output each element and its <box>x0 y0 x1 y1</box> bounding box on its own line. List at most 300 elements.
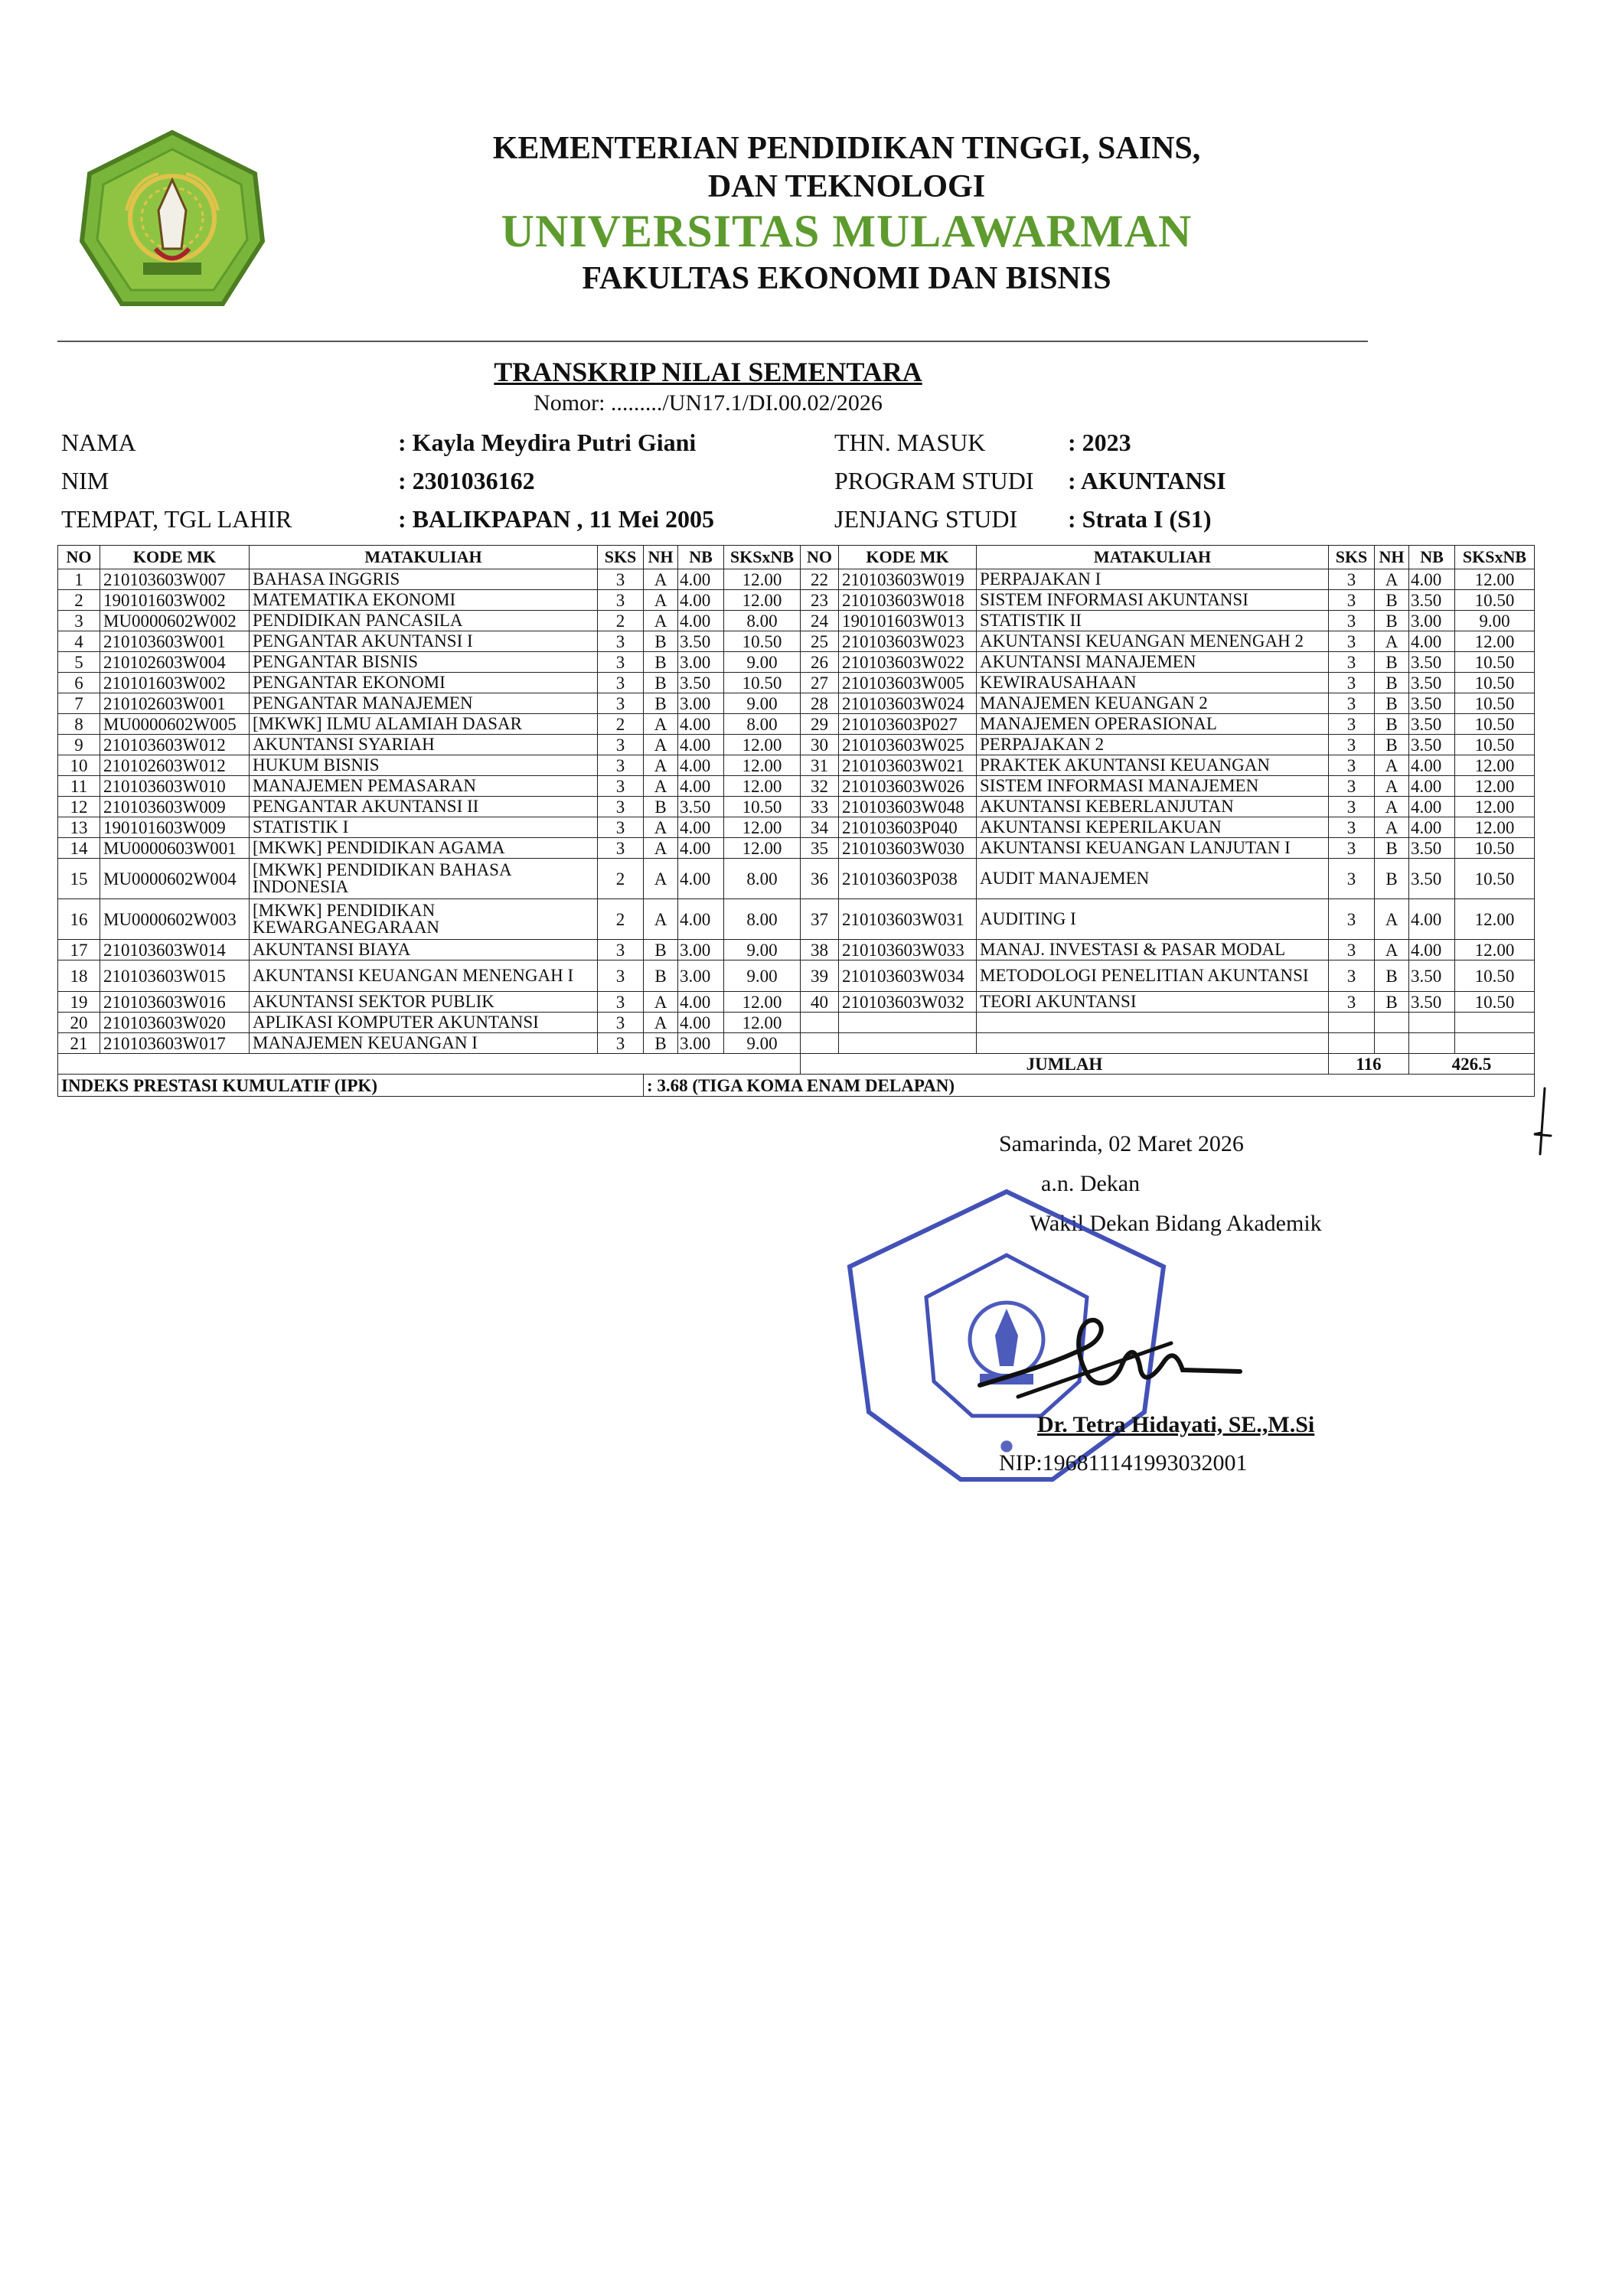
table-row <box>58 611 1535 631</box>
cell-code: 210103603W014 <box>100 940 250 960</box>
cell-nb: 4.00 <box>1409 940 1455 960</box>
cell-course: AKUNTANSI BIAYA <box>250 940 598 960</box>
cell-nb: 3.50 <box>1409 992 1455 1013</box>
header-code: KODE MK <box>839 546 977 569</box>
cell-sxn: 12.00 <box>724 817 801 838</box>
cell-no: 29 <box>801 714 839 735</box>
header-course: MATAKULIAH <box>977 546 1329 569</box>
cell-sks: 3 <box>598 569 644 590</box>
cell-no: 23 <box>801 590 839 611</box>
empty-cell <box>1455 1013 1535 1033</box>
cell-no: 19 <box>58 992 100 1013</box>
cell-sks: 2 <box>598 859 644 899</box>
cell-no: 24 <box>801 611 839 631</box>
cell-nh: A <box>644 755 678 776</box>
cell-code: 210103603W005 <box>839 673 977 693</box>
cell-nh: A <box>644 735 678 755</box>
cell-code: 190101603W013 <box>839 611 977 631</box>
cell-sks: 3 <box>1329 590 1375 611</box>
cell-nh: A <box>644 838 678 859</box>
empty-cell <box>801 1033 839 1054</box>
cell-nb: 4.00 <box>1409 631 1455 652</box>
cell-course: HUKUM BISNIS <box>250 755 598 776</box>
cell-nb: 4.00 <box>678 776 724 797</box>
cell-course: [MKWK] PENDIDIKAN BAHASA INDONESIA <box>250 859 598 899</box>
cell-code: 210103603P038 <box>839 859 977 899</box>
cell-no: 17 <box>58 940 100 960</box>
cell-nb: 3.50 <box>1409 673 1455 693</box>
header-nh: NH <box>644 546 678 569</box>
cell-course: APLIKASI KOMPUTER AKUNTANSI <box>250 1013 598 1033</box>
cell-course: MANAJ. INVESTASI & PASAR MODAL <box>977 940 1329 960</box>
cell-nh: A <box>644 817 678 838</box>
cell-sxn: 12.00 <box>1455 569 1535 590</box>
cell-sks: 3 <box>1329 693 1375 714</box>
cell-code: 210103603W048 <box>839 797 977 817</box>
cell-no: 2 <box>58 590 100 611</box>
cell-nh: A <box>1375 899 1409 940</box>
cell-no: 34 <box>801 817 839 838</box>
cell-sks: 3 <box>598 797 644 817</box>
cell-no: 31 <box>801 755 839 776</box>
table-row <box>58 755 1535 776</box>
cell-nh: A <box>1375 776 1409 797</box>
handwritten-signature <box>972 1301 1248 1408</box>
header-nb: NB <box>678 546 724 569</box>
cell-nh: A <box>644 714 678 735</box>
cell-course: PERPAJAKAN 2 <box>977 735 1329 755</box>
cell-sxn: 9.00 <box>1455 611 1535 631</box>
header-no: NO <box>58 546 100 569</box>
cell-sxn: 10.50 <box>1455 960 1535 992</box>
cell-sks: 2 <box>598 611 644 631</box>
ipk-value: : 3.68 (TIGA KOMA ENAM DELAPAN) <box>644 1075 1535 1097</box>
cell-code: MU0000602W004 <box>100 859 250 899</box>
cell-nb: 4.00 <box>1409 899 1455 940</box>
cell-nb: 3.00 <box>1409 611 1455 631</box>
cell-sxn: 9.00 <box>724 652 801 673</box>
table-row <box>58 693 1535 714</box>
cell-no: 12 <box>58 797 100 817</box>
cell-code: 210103603W033 <box>839 940 977 960</box>
table-row <box>58 776 1535 797</box>
cell-code: 210102603W004 <box>100 652 250 673</box>
cell-nh: B <box>1375 714 1409 735</box>
cell-code: MU0000602W005 <box>100 714 250 735</box>
cell-code: 210103603W023 <box>839 631 977 652</box>
cell-no: 20 <box>58 1013 100 1033</box>
cell-no: 11 <box>58 776 100 797</box>
cell-sks: 3 <box>598 992 644 1013</box>
cell-course: AKUNTANSI SYARIAH <box>250 735 598 755</box>
cell-no: 7 <box>58 693 100 714</box>
cell-course: [MKWK] ILMU ALAMIAH DASAR <box>250 714 598 735</box>
margin-pen-mark <box>1531 1087 1554 1156</box>
total-row <box>58 1054 1535 1075</box>
table-row <box>58 714 1535 735</box>
cell-sks: 3 <box>1329 776 1375 797</box>
cell-sxn: 12.00 <box>724 776 801 797</box>
cell-course: AKUNTANSI KEUANGAN LANJUTAN I <box>977 838 1329 859</box>
cell-sxn: 8.00 <box>724 859 801 899</box>
cell-course: AKUNTANSI KEUANGAN MENENGAH I <box>250 960 598 992</box>
cell-nh: B <box>1375 673 1409 693</box>
cell-nb: 4.00 <box>1409 776 1455 797</box>
cell-sks: 3 <box>598 693 644 714</box>
cell-course: METODOLOGI PENELITIAN AKUNTANSI <box>977 960 1329 992</box>
cell-course: AUDIT MANAJEMEN <box>977 859 1329 899</box>
ministry-name-line2: DAN TEKNOLOGI <box>707 169 986 204</box>
table-row <box>58 1033 1535 1054</box>
cell-sks: 3 <box>1329 899 1375 940</box>
cell-course: PENDIDIKAN PANCASILA <box>250 611 598 631</box>
signatory-name: Dr. Tetra Hidayati, SE.,M.Si <box>1037 1412 1315 1437</box>
cell-nh: A <box>644 569 678 590</box>
cell-sxn: 12.00 <box>724 992 801 1013</box>
cell-nb: 3.00 <box>678 960 724 992</box>
cell-sks: 3 <box>1329 817 1375 838</box>
cell-no: 9 <box>58 735 100 755</box>
cell-nh: A <box>1375 817 1409 838</box>
cell-nh: A <box>644 899 678 940</box>
cell-course: [MKWK] PENDIDIKAN AGAMA <box>250 838 598 859</box>
cell-no: 14 <box>58 838 100 859</box>
cell-nh: B <box>1375 590 1409 611</box>
total-label: JUMLAH <box>801 1054 1329 1075</box>
cell-nh: B <box>1375 838 1409 859</box>
cell-course: AUDITING I <box>977 899 1329 940</box>
ministry-name-line1: KEMENTERIAN PENDIDIKAN TINGGI, SAINS, <box>492 131 1201 166</box>
cell-code: 210102603W012 <box>100 755 250 776</box>
cell-sxn: 8.00 <box>724 899 801 940</box>
cell-sxn: 9.00 <box>724 1033 801 1054</box>
cell-sks: 2 <box>598 899 644 940</box>
cell-nh: A <box>1375 569 1409 590</box>
cell-nb: 3.50 <box>1409 859 1455 899</box>
cell-course: TEORI AKUNTANSI <box>977 992 1329 1013</box>
cell-course: BAHASA INGGRIS <box>250 569 598 590</box>
cell-course: AKUNTANSI SEKTOR PUBLIK <box>250 992 598 1013</box>
cell-no: 25 <box>801 631 839 652</box>
table-row <box>58 797 1535 817</box>
cell-code: 210103603W009 <box>100 797 250 817</box>
cell-no: 18 <box>58 960 100 992</box>
cell-no: 27 <box>801 673 839 693</box>
cell-sxn: 10.50 <box>1455 652 1535 673</box>
header-nh: NH <box>1375 546 1409 569</box>
birth-value: : BALIKPAPAN , 11 Mei 2005 <box>398 505 714 533</box>
cell-sks: 2 <box>598 714 644 735</box>
cell-nh: A <box>1375 797 1409 817</box>
cell-sxn: 12.00 <box>1455 817 1535 838</box>
table-row <box>58 899 1535 940</box>
cell-no: 8 <box>58 714 100 735</box>
cell-sxn: 9.00 <box>724 693 801 714</box>
cell-course: AKUNTANSI KEPERILAKUAN <box>977 817 1329 838</box>
cell-sxn: 10.50 <box>1455 714 1535 735</box>
cell-code: 210103603W015 <box>100 960 250 992</box>
level-label: JENJANG STUDI <box>834 505 1018 533</box>
transcript-table <box>57 545 1535 1097</box>
faculty-name: FAKULTAS EKONOMI DAN BISNIS <box>582 261 1111 296</box>
cell-code: 210103603W022 <box>839 652 977 673</box>
cell-sxn: 10.50 <box>1455 735 1535 755</box>
cell-no: 15 <box>58 859 100 899</box>
cell-sks: 3 <box>1329 797 1375 817</box>
cell-code: 210103603W030 <box>839 838 977 859</box>
table-row <box>58 735 1535 755</box>
university-name: UNIVERSITAS MULAWARMAN <box>501 206 1193 256</box>
cell-sks: 3 <box>1329 569 1375 590</box>
cell-nb: 4.00 <box>1409 755 1455 776</box>
header-code: KODE MK <box>100 546 250 569</box>
cell-sxn: 12.00 <box>1455 940 1535 960</box>
total-sks: 116 <box>1329 1054 1409 1075</box>
cell-nb: 4.00 <box>678 1013 724 1033</box>
cell-course: PRAKTEK AKUNTANSI KEUANGAN <box>977 755 1329 776</box>
cell-sks: 3 <box>598 960 644 992</box>
empty-cell <box>839 1013 977 1033</box>
cell-sks: 3 <box>598 673 644 693</box>
cell-no: 4 <box>58 631 100 652</box>
document-number: Nomor: ........./UN17.1/DI.00.02/2026 <box>534 390 883 416</box>
cell-nh: B <box>644 693 678 714</box>
cell-nh: A <box>644 590 678 611</box>
document-title: TRANSKRIP NILAI SEMENTARA <box>494 357 922 387</box>
header-nb: NB <box>1409 546 1455 569</box>
header-course: MATAKULIAH <box>250 546 598 569</box>
cell-sxn: 10.50 <box>1455 859 1535 899</box>
header-divider <box>57 341 1368 342</box>
cell-sks: 3 <box>1329 960 1375 992</box>
header-sks: SKS <box>598 546 644 569</box>
cell-nb: 3.50 <box>678 631 724 652</box>
cell-sks: 3 <box>1329 755 1375 776</box>
cell-course: AKUNTANSI KEUANGAN MENENGAH 2 <box>977 631 1329 652</box>
cell-sks: 3 <box>1329 611 1375 631</box>
cell-sks: 3 <box>1329 735 1375 755</box>
cell-course: KEWIRAUSAHAAN <box>977 673 1329 693</box>
empty-cell <box>801 1013 839 1033</box>
cell-nb: 4.00 <box>678 611 724 631</box>
cell-no: 35 <box>801 838 839 859</box>
cell-sxn: 9.00 <box>724 960 801 992</box>
cell-nh: B <box>1375 859 1409 899</box>
cell-nb: 4.00 <box>678 859 724 899</box>
nim-value: : 2301036162 <box>398 467 535 494</box>
cell-sxn: 9.00 <box>724 940 801 960</box>
cell-code: 210103603W020 <box>100 1013 250 1033</box>
cell-code: 210102603W001 <box>100 693 250 714</box>
cell-nb: 3.50 <box>1409 693 1455 714</box>
cell-course: STATISTIK I <box>250 817 598 838</box>
cell-course: STATISTIK II <box>977 611 1329 631</box>
signature-place-date: Samarinda, 02 Maret 2026 <box>999 1131 1244 1156</box>
cell-nh: A <box>644 992 678 1013</box>
cell-course: PENGANTAR MANAJEMEN <box>250 693 598 714</box>
cell-nb: 3.50 <box>678 673 724 693</box>
empty-cell <box>1329 1013 1375 1033</box>
cell-code: 190101603W009 <box>100 817 250 838</box>
empty-cell <box>1409 1013 1455 1033</box>
ipk-row <box>58 1075 1535 1097</box>
cell-nh: A <box>644 1013 678 1033</box>
table-row <box>58 992 1535 1013</box>
empty-cell <box>977 1033 1329 1054</box>
cell-course: AKUNTANSI KEBERLANJUTAN <box>977 797 1329 817</box>
cell-nh: B <box>644 1033 678 1054</box>
cell-nb: 4.00 <box>678 817 724 838</box>
cell-no: 39 <box>801 960 839 992</box>
cell-no: 28 <box>801 693 839 714</box>
header-sksxnb: SKSxNB <box>724 546 801 569</box>
cell-nb: 4.00 <box>678 838 724 859</box>
cell-code: 210103603W034 <box>839 960 977 992</box>
header-sks: SKS <box>1329 546 1375 569</box>
cell-sks: 3 <box>598 776 644 797</box>
cell-sxn: 12.00 <box>724 1013 801 1033</box>
empty-cell <box>839 1033 977 1054</box>
cell-code: 210103603W019 <box>839 569 977 590</box>
cell-course: AKUNTANSI MANAJEMEN <box>977 652 1329 673</box>
cell-nb: 3.50 <box>1409 590 1455 611</box>
cell-sks: 3 <box>1329 673 1375 693</box>
cell-sxn: 10.50 <box>1455 590 1535 611</box>
entry-year-label: THN. MASUK <box>834 429 986 456</box>
cell-nb: 4.00 <box>1409 797 1455 817</box>
cell-nh: B <box>1375 611 1409 631</box>
cell-code: 190101603W002 <box>100 590 250 611</box>
name-label: NAMA <box>61 429 136 456</box>
cell-sks: 3 <box>598 652 644 673</box>
cell-code: 210103603W016 <box>100 992 250 1013</box>
nim-label: NIM <box>61 467 109 494</box>
svg-text:●: ● <box>1000 1436 1013 1454</box>
cell-sks: 3 <box>1329 992 1375 1013</box>
empty-cell <box>977 1013 1329 1033</box>
cell-course: SISTEM INFORMASI AKUNTANSI <box>977 590 1329 611</box>
cell-sks: 3 <box>1329 714 1375 735</box>
cell-sxn: 12.00 <box>1455 899 1535 940</box>
cell-no: 16 <box>58 899 100 940</box>
cell-nh: B <box>1375 992 1409 1013</box>
cell-course: MANAJEMEN OPERASIONAL <box>977 714 1329 735</box>
header-sksxnb: SKSxNB <box>1455 546 1535 569</box>
cell-sxn: 12.00 <box>1455 797 1535 817</box>
cell-nh: B <box>644 940 678 960</box>
empty-cell <box>1409 1033 1455 1054</box>
cell-sxn: 10.50 <box>1455 838 1535 859</box>
cell-code: MU0000603W001 <box>100 838 250 859</box>
cell-nb: 3.00 <box>678 693 724 714</box>
cell-nh: B <box>644 960 678 992</box>
cell-code: 210103603W007 <box>100 569 250 590</box>
cell-nb: 3.00 <box>678 1033 724 1054</box>
cell-sxn: 12.00 <box>724 755 801 776</box>
cell-nb: 3.50 <box>678 797 724 817</box>
empty-cell <box>1329 1033 1375 1054</box>
cell-nh: B <box>644 652 678 673</box>
cell-nh: B <box>1375 693 1409 714</box>
table-row <box>58 590 1535 611</box>
cell-sxn: 12.00 <box>1455 776 1535 797</box>
cell-sxn: 12.00 <box>724 838 801 859</box>
cell-nb: 4.00 <box>678 569 724 590</box>
cell-code: 210103603W025 <box>839 735 977 755</box>
table-row <box>58 859 1535 899</box>
table-row <box>58 569 1535 590</box>
cell-nb: 4.00 <box>1409 817 1455 838</box>
entry-year-value: : 2023 <box>1068 429 1131 456</box>
cell-no: 3 <box>58 611 100 631</box>
cell-sxn: 12.00 <box>1455 631 1535 652</box>
cell-course: [MKWK] PENDIDIKAN KEWARGANEGARAAN <box>250 899 598 940</box>
cell-nh: A <box>1375 940 1409 960</box>
cell-nb: 3.00 <box>678 940 724 960</box>
cell-course: SISTEM INFORMASI MANAJEMEN <box>977 776 1329 797</box>
birth-label: TEMPAT, TGL LAHIR <box>61 505 292 533</box>
cell-sks: 3 <box>1329 652 1375 673</box>
cell-sxn: 12.00 <box>1455 755 1535 776</box>
cell-nh: A <box>644 859 678 899</box>
cell-nh: B <box>1375 735 1409 755</box>
cell-nb: 3.50 <box>1409 714 1455 735</box>
cell-code: 210103603W010 <box>100 776 250 797</box>
cell-course: PERPAJAKAN I <box>977 569 1329 590</box>
cell-nb: 4.00 <box>678 714 724 735</box>
cell-course: MANAJEMEN KEUANGAN 2 <box>977 693 1329 714</box>
table-row <box>58 631 1535 652</box>
cell-no: 36 <box>801 859 839 899</box>
table-row <box>58 838 1535 859</box>
cell-nh: B <box>644 797 678 817</box>
cell-nb: 4.00 <box>678 590 724 611</box>
cell-sks: 3 <box>598 590 644 611</box>
cell-sxn: 8.00 <box>724 714 801 735</box>
empty-cell <box>1455 1033 1535 1054</box>
table-row <box>58 940 1535 960</box>
cell-sks: 3 <box>598 631 644 652</box>
cell-course: PENGANTAR AKUNTANSI II <box>250 797 598 817</box>
cell-sks: 3 <box>1329 859 1375 899</box>
empty-cell <box>58 1054 801 1075</box>
cell-course: PENGANTAR AKUNTANSI I <box>250 631 598 652</box>
cell-code: 210103603W024 <box>839 693 977 714</box>
cell-nb: 3.50 <box>1409 735 1455 755</box>
cell-sxn: 10.50 <box>1455 673 1535 693</box>
table-row <box>58 817 1535 838</box>
cell-code: 210103603W018 <box>839 590 977 611</box>
cell-no: 10 <box>58 755 100 776</box>
cell-course: PENGANTAR EKONOMI <box>250 673 598 693</box>
cell-no: 21 <box>58 1033 100 1054</box>
cell-course: MATEMATIKA EKONOMI <box>250 590 598 611</box>
cell-sks: 3 <box>598 755 644 776</box>
cell-sks: 3 <box>1329 940 1375 960</box>
cell-sxn: 12.00 <box>724 569 801 590</box>
signature-position-dean: a.n. Dekan <box>1041 1171 1141 1196</box>
cell-no: 33 <box>801 797 839 817</box>
empty-cell <box>1375 1033 1409 1054</box>
cell-nb: 4.00 <box>678 755 724 776</box>
cell-no: 32 <box>801 776 839 797</box>
cell-nh: A <box>644 611 678 631</box>
cell-course: PENGANTAR BISNIS <box>250 652 598 673</box>
table-row <box>58 960 1535 992</box>
cell-sks: 3 <box>598 817 644 838</box>
cell-code: 210103603P027 <box>839 714 977 735</box>
cell-nb: 3.50 <box>1409 838 1455 859</box>
